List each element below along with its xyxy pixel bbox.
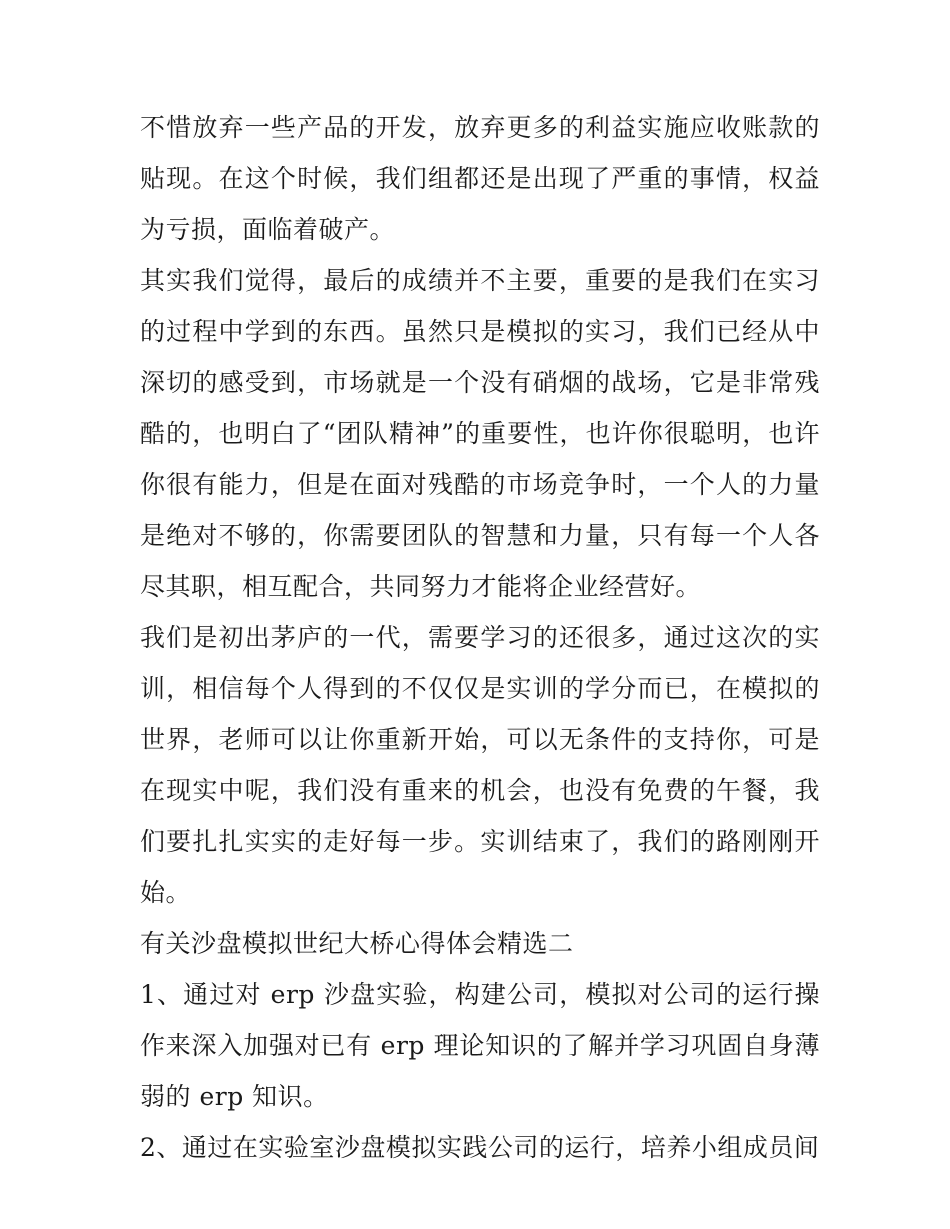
paragraph-1: 不惜放弃一些产品的开发，放弃更多的利益实施应收账款的贴现。在这个时候，我们组都还是出现了严重的事情，权益为亏损，面临着破产。 [140, 113, 820, 244]
document-body [140, 102, 820, 1173]
section-title: 有关沙盘模拟世纪大桥心得体会精选二 [140, 929, 574, 958]
list-item-1: 1、通过对 erp 沙盘实验，构建公司，模拟对公司的运行操作来深入加强对已有 erp 理论知识的了解并学习巩固自身薄弱的 erp 知识。 [140, 980, 820, 1111]
paragraph-3: 我们是初出茅庐的一代，需要学习的还很多，通过这次的实训，相信每个人得到的不仅仅是实训的学分而已，在模拟的世界，老师可以让你重新开始，可以无条件的支持你，可是在现实中呢，我们没有重来的机会，也没有免费的午餐，我们要扎扎实实的走好每一步。实训结束了，我们的路刚刚开始。 [140, 623, 820, 907]
list-item-2: 2、通过在实验室沙盘模拟实践公司的运行，培养小组成员间 [140, 1133, 820, 1162]
paragraph-2: 其实我们觉得，最后的成绩并不主要，重要的是我们在实习的过程中学到的东西。虽然只是模拟的实习，我们已经从中深切的感受到，市场就是一个没有硝烟的战场，它是非常残酷的，也明白了“团队精神”的重要性，也许你很聪明，也许你很有能力，但是在面对残酷的市场竞争时，一个人的力量是绝对不够的，你需要团队的智慧和力量，只有每一个人各尽其职，相互配合，共同努力才能将企业经营好。 [140, 266, 820, 601]
